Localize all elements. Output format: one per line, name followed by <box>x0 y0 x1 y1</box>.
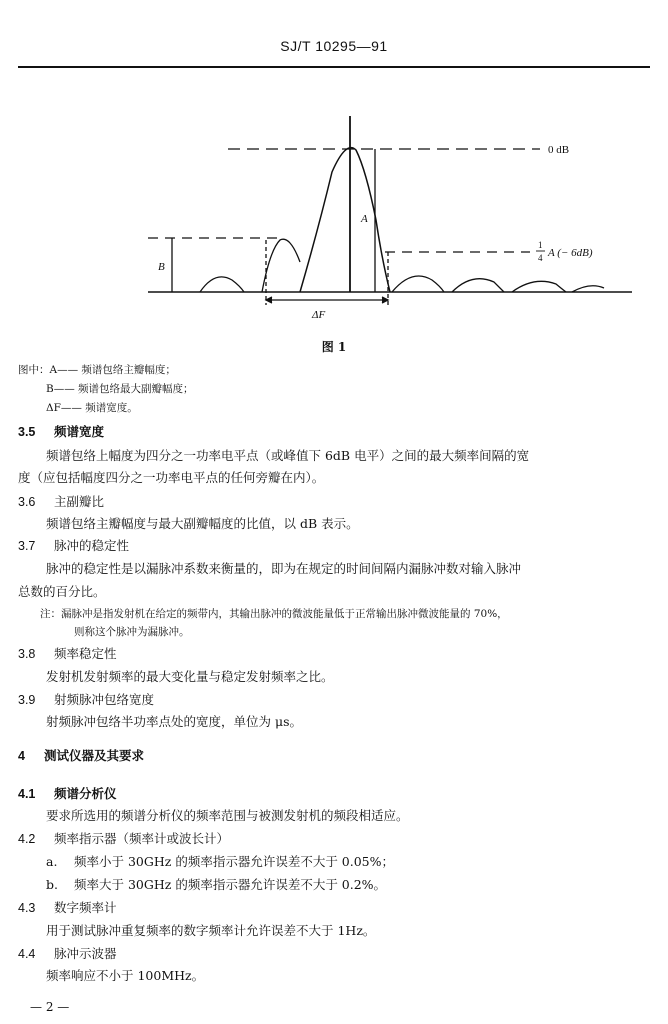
section-4-4-heading: 4.4 脉冲示波器 <box>18 946 117 961</box>
label-quarter-rest: A (− 6dB) <box>548 247 593 259</box>
side-lobe-right-1 <box>392 276 444 292</box>
section-3-5-body-2: 度（应包括幅度四分之一功率电平点的任何旁瓣在内）。 <box>18 470 325 485</box>
figure-caption: 图 1 <box>321 340 347 354</box>
section-3-6-heading: 3.6 主副瓣比 <box>18 494 105 509</box>
delta-f-arrowhead-left <box>266 297 272 303</box>
page-number: — 2 — <box>30 1000 70 1014</box>
section-4-3-heading: 4.3 数字频率计 <box>18 900 117 915</box>
label-a: A <box>361 213 368 225</box>
section-3-9-body: 射频脉冲包络半功率点处的宽度，单位为 μs。 <box>46 714 303 729</box>
section-3-5-heading: 3.5 频谱宽度 <box>18 424 105 439</box>
spectrum-figure <box>0 100 668 330</box>
label-b: B <box>158 261 165 273</box>
side-lobe-right-3 <box>512 281 566 292</box>
side-lobe-left-1 <box>262 239 300 292</box>
section-4-1-heading: 4.1 频谱分析仪 <box>18 786 117 801</box>
legend-a: 图中：A—— 频谱包络主瓣幅度； <box>18 364 176 376</box>
main-lobe <box>300 148 390 292</box>
label-delta-f: ΔF <box>312 309 326 321</box>
side-lobe-right-4 <box>572 286 604 292</box>
section-4-3-body: 用于测试脉冲重复频率的数字频率计允许误差不大于 1Hz。 <box>46 923 376 938</box>
section-3-7-note-1: 注：漏脉冲是指发射机在给定的频带内，其输出脉冲的微波能量低于正常输出脉冲微波能量的 70%， <box>40 608 508 620</box>
section-3-7-body-2: 总数的百分比。 <box>18 584 106 599</box>
header-rule <box>18 66 650 68</box>
delta-f-arrowhead-right <box>382 297 388 303</box>
section-3-9-heading: 3.9 射频脉冲包络宽度 <box>18 692 155 707</box>
section-3-8-heading: 3.8 频率稳定性 <box>18 646 117 661</box>
side-lobe-right-2 <box>452 279 504 292</box>
section-4-2-item-b: b. 频率大于 30GHz 的频率指示器允许误差不大于 0.2%。 <box>46 877 387 892</box>
reference-line-6db <box>148 238 530 252</box>
section-4-2-heading: 4.2 频率指示器（频率计或波长计） <box>18 831 230 846</box>
label-quarter-num: 1 <box>538 240 543 250</box>
side-lobe-left-2 <box>200 277 244 292</box>
legend-b: B—— 频谱包络最大副瓣幅度； <box>46 383 194 395</box>
chapter-4-heading: 4 测试仪器及其要求 <box>18 748 145 763</box>
section-3-5-body-1: 频谱包络上幅度为四分之一功率电平点（或峰值下 6dB 电平）之间的最大频率间隔的宽 <box>46 448 530 463</box>
section-3-8-body: 发射机发射频率的最大变化量与稳定发射频率之比。 <box>46 669 334 684</box>
section-3-7-heading: 3.7 脉冲的稳定性 <box>18 538 130 553</box>
section-3-7-note-2: 则称这个脉冲为漏脉冲。 <box>74 626 190 638</box>
section-3-6-body: 频谱包络主瓣幅度与最大副瓣幅度的比值，以 dB 表示。 <box>46 516 359 531</box>
label-quarter-den: 4 <box>538 253 543 263</box>
legend-df: ΔF—— 频谱宽度。 <box>46 402 138 414</box>
document-header: SJ/T 10295—91 <box>280 38 388 54</box>
section-3-7-body-1: 脉冲的稳定性是以漏脉冲系数来衡量的，即为在规定的时间间隔内漏脉冲数对输入脉冲 <box>46 561 522 576</box>
section-4-1-body: 要求所选用的频谱分析仪的频率范围与被测发射机的频段相适应。 <box>46 808 409 823</box>
label-0db: 0 dB <box>548 144 570 156</box>
section-4-2-item-a: a. 频率小于 30GHz 的频率指示器允许误差不大于 0.05%； <box>46 854 395 869</box>
section-4-4-body: 频率响应不小于 100MHz。 <box>46 968 205 983</box>
